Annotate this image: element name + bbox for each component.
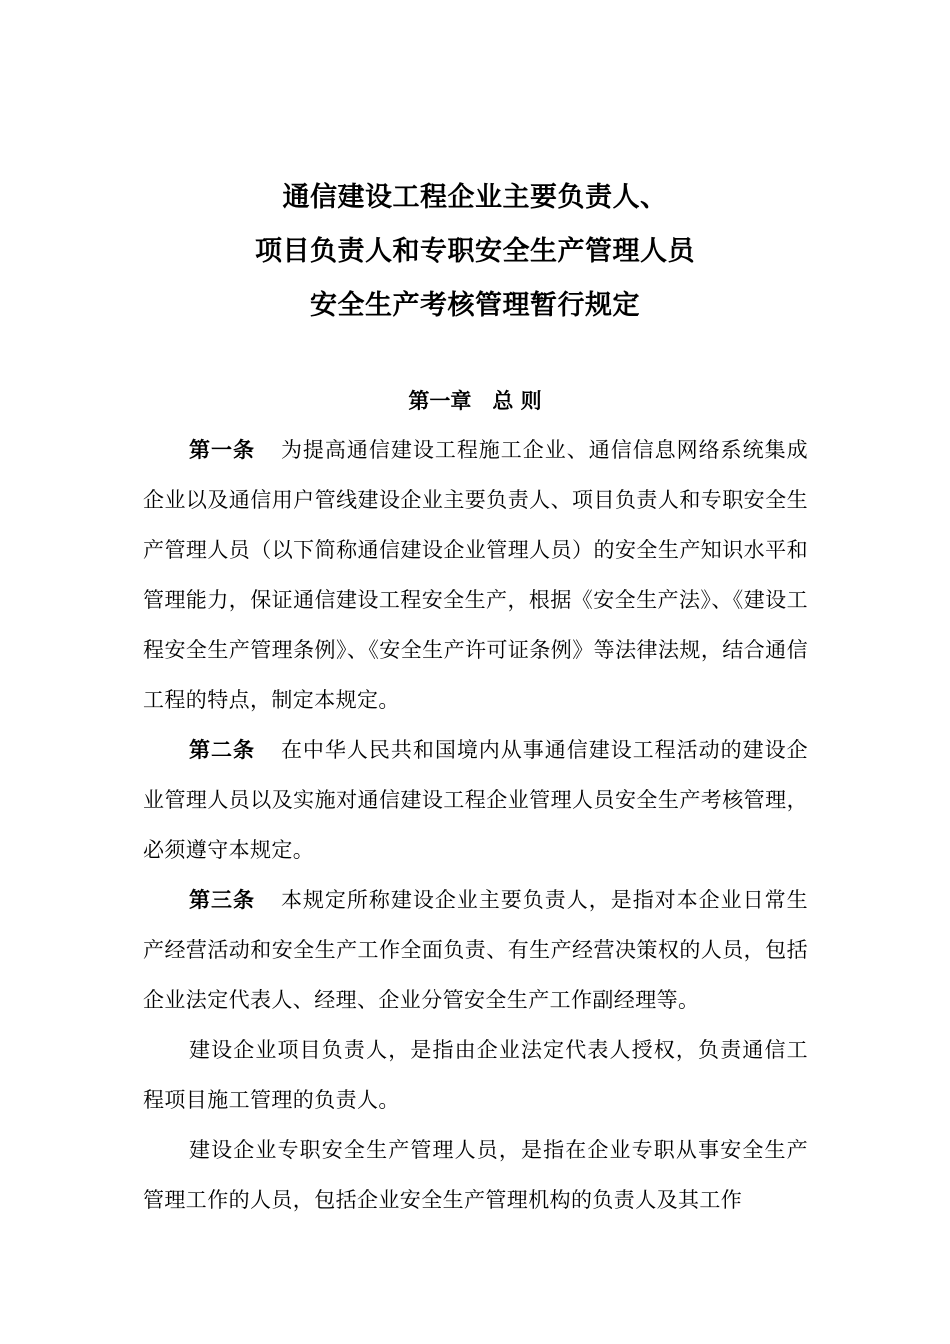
article-label: 第二条 (189, 738, 255, 762)
title-line-1: 通信建设工程企业主要负责人、 (282, 182, 668, 213)
title-line-3: 安全生产考核管理暂行规定 (310, 290, 640, 321)
document-title (0, 184, 950, 346)
paragraph-project-lead (143, 1025, 808, 1125)
paragraph-text: 建设企业项目负责人，是指由企业法定代表人授权，负责通信工程项目施工管理的负责人。 (143, 1038, 808, 1112)
paragraph-article-2 (143, 725, 808, 875)
chapter-heading: 第一章 总 则 (408, 389, 542, 413)
title-line-2: 项目负责人和专职安全生产管理人员 (255, 236, 695, 267)
paragraph-text: 在中华人民共和国境内从事通信建设工程活动的建设企业管理人员以及实施对通信建设工程企业管理人员安全生产考核管理，必须遵守本规定。 (143, 738, 808, 862)
paragraph-text: 为提高通信建设工程施工企业、通信信息网络系统集成企业以及通信用户管线建设企业主要负责人、项目负责人和专职安全生产管理人员（以下简称通信建设企业管理人员）的安全生产知识水平和管理能力，保证通信建设工程安全生产，根据《安全生产法》、《建设工程安全生产管理条例》、《安全生产许可证条例》等法律法规，结合通信工程的特点，制定本规定。 (143, 438, 808, 712)
paragraph-safety-staff (143, 1125, 808, 1225)
paragraph-text: 建设企业专职安全生产管理人员，是指在企业专职从事安全生产管理工作的人员，包括企业安全生产管理机构的负责人及其工作 (143, 1138, 808, 1212)
paragraph-text: 本规定所称建设企业主要负责人，是指对本企业日常生产经营活动和安全生产工作全面负责、有生产经营决策权的人员，包括企业法定代表人、经理、企业分管安全生产工作副经理等。 (143, 888, 808, 1012)
paragraph-article-1 (143, 425, 808, 725)
article-label: 第一条 (189, 438, 255, 462)
document-body (143, 425, 808, 1225)
article-label: 第三条 (189, 888, 255, 912)
paragraph-article-3 (143, 875, 808, 1025)
